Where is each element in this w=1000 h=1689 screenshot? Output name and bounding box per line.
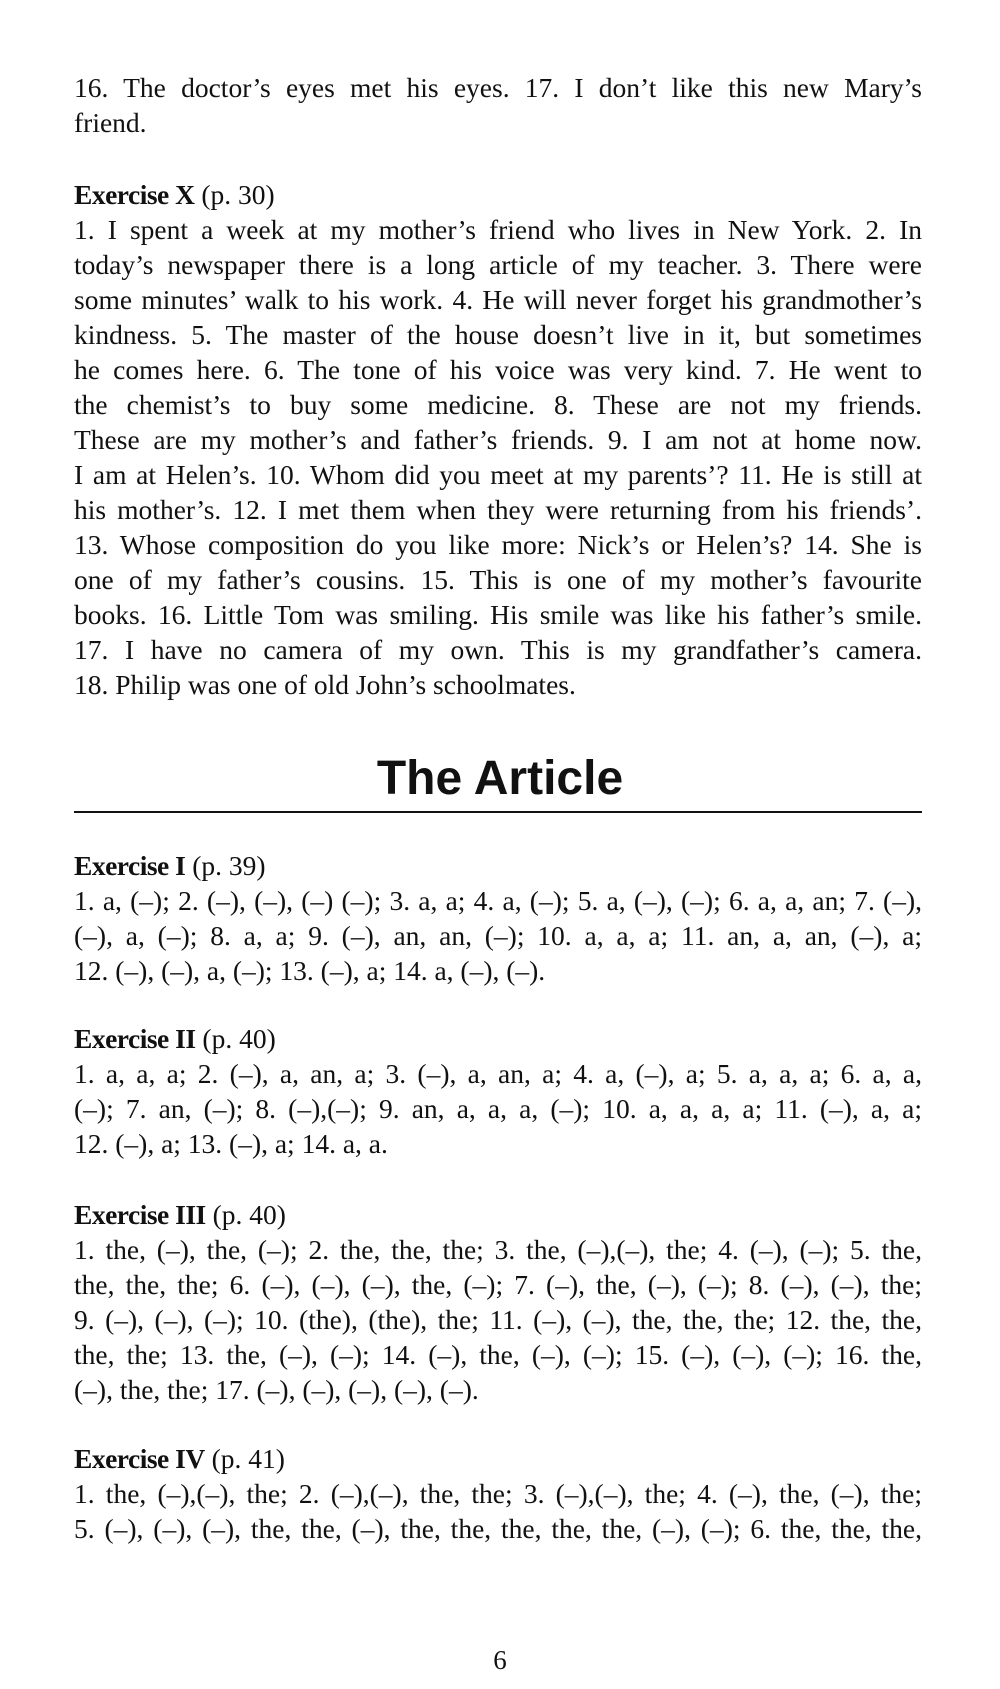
text-line: 13. Whose composition do you like more: Nick’s or Helen’s? 14. She is <box>74 529 922 560</box>
text-line: 1. the, (–), the, (–); 2. the, the, the; 3. the, (–),(–), the; 4. (–), (–); 5. the, <box>74 1234 922 1265</box>
section-title: The Article <box>376 752 624 805</box>
exercise-iv <box>74 1441 922 1546</box>
text-line: some minutes’ walk to his work. 4. He will never forget his grandmother’s <box>74 284 922 315</box>
text-line: These are my mother’s and father’s friends. 9. I am not at home now. <box>74 424 922 455</box>
text-line: he comes here. 6. The tone of his voice was very kind. 7. He went to <box>74 354 922 385</box>
text-line: 18. Philip was one of old John’s schoolmates. <box>74 669 576 700</box>
text-line: 17. I have no camera of my own. This is my grandfather’s camera. <box>74 634 922 665</box>
text-line: the, the; 13. the, (–), (–); 14. (–), the, (–), (–); 15. (–), (–), (–); 16. the, <box>74 1339 922 1370</box>
text-line: 1. the, (–),(–), the; 2. (–),(–), the, the; 3. (–),(–), the; 4. (–), the, (–), the; <box>74 1478 922 1509</box>
text-line: his mother’s. 12. I met them when they were returning from his friends’. <box>74 494 922 525</box>
text-line: 1. a, a, a; 2. (–), a, an, a; 3. (–), a, an, a; 4. a, (–), a; 5. a, a, a; 6. a, a, <box>74 1058 922 1089</box>
exercise-heading: Exercise II (p. 40) <box>74 1023 276 1054</box>
exercise-x <box>74 177 922 702</box>
exercise-answers <box>74 883 922 988</box>
exercise-ii <box>74 1021 922 1161</box>
text-line: books. 16. Little Tom was smiling. His smile was like his father’s smile. <box>74 599 922 630</box>
exercise-answers <box>74 212 922 702</box>
exercise-heading: Exercise IV (p. 41) <box>74 1443 285 1474</box>
text-line: 12. (–), a; 13. (–), a; 14. a, a. <box>74 1128 388 1159</box>
text-line: the chemist’s to buy some medicine. 8. These are not my friends. <box>74 389 922 420</box>
text-line: 1. a, (–); 2. (–), (–), (–) (–); 3. a, a; 4. a, (–); 5. a, (–), (–); 6. a, a, an; 7. (–), <box>74 885 922 916</box>
exercise-answers <box>74 1056 922 1161</box>
exercise-heading: Exercise III (p. 40) <box>74 1199 286 1230</box>
exercise-heading: Exercise X (p. 30) <box>74 179 275 210</box>
text-line: 16. The doctor’s eyes met his eyes. 17. I don’t like this new Mary’s <box>74 72 922 103</box>
text-line: 9. (–), (–), (–); 10. (the), (the), the; 11. (–), (–), the, the, the; 12. the, the, <box>74 1304 922 1335</box>
text-line: the, the, the; 6. (–), (–), (–), the, (–); 7. (–), the, (–), (–); 8. (–), (–), the; <box>74 1269 922 1300</box>
continuation-paragraph <box>74 70 922 140</box>
text-line: (–), a, (–); 8. a, a; 9. (–), an, an, (–); 10. a, a, a; 11. an, a, an, (–), a; <box>74 920 922 951</box>
text-line: (–); 7. an, (–); 8. (–),(–); 9. an, a, a, a, (–); 10. a, a, a, a; 11. (–), a, a; <box>74 1093 922 1124</box>
text-line: kindness. 5. The master of the house doesn’t live in it, but sometimes <box>74 319 922 350</box>
page-number: 6 <box>493 1645 507 1675</box>
text-line: 1. I spent a week at my mother’s friend who lives in New York. 2. In <box>74 214 922 245</box>
exercise-answers <box>74 1476 922 1546</box>
text-line: 12. (–), (–), a, (–); 13. (–), a; 14. a, (–), (–). <box>74 955 546 986</box>
section-divider <box>74 811 922 813</box>
text-line: 5. (–), (–), (–), the, the, (–), the, the, the, the, the, (–), (–); 6. the, the, the, <box>74 1513 922 1544</box>
text-line: friend. <box>74 107 147 138</box>
text-line: today’s newspaper there is a long article of my teacher. 3. There were <box>74 249 922 280</box>
exercise-heading: Exercise I (p. 39) <box>74 850 266 881</box>
exercise-answers <box>74 1232 922 1407</box>
text-line: I am at Helen’s. 10. Whom did you meet at my parents’? 11. He is still at <box>74 459 922 490</box>
exercise-i <box>74 848 922 988</box>
exercise-iii <box>74 1197 922 1407</box>
text-line: (–), the, the; 17. (–), (–), (–), (–), (–). <box>74 1374 479 1405</box>
text-line: one of my father’s cousins. 15. This is one of my mother’s favourite <box>74 564 922 595</box>
